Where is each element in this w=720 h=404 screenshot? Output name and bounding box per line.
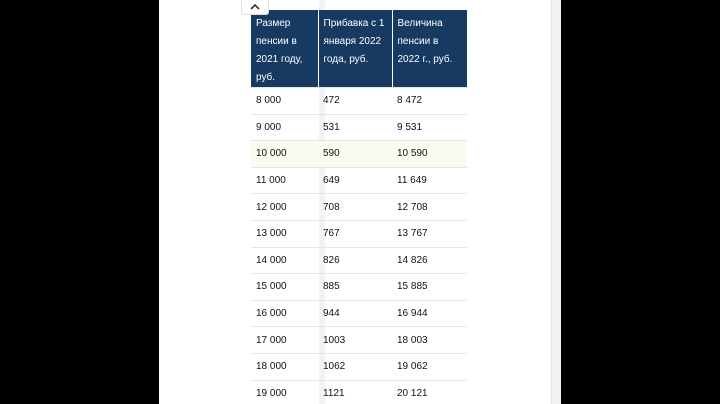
cell-pension-2022: 12 708: [392, 194, 467, 221]
cell-increase: 1062: [318, 353, 392, 380]
cell-increase: 472: [318, 88, 392, 115]
column-header-increase: Прибавка с 1 января 2022 года, руб.: [318, 10, 392, 88]
column-header-pension-2021: Размер пенсии в 2021 году, руб.: [251, 10, 318, 88]
cell-pension-2021: 8 000: [251, 88, 318, 115]
cell-pension-2021: 13 000: [251, 220, 318, 247]
cell-pension-2021: 12 000: [251, 194, 318, 221]
cell-pension-2022: 16 944: [392, 300, 467, 327]
cell-increase: 885: [318, 274, 392, 301]
cell-increase: 1003: [318, 327, 392, 354]
cell-increase: 1121: [318, 380, 392, 404]
table-row: [251, 300, 467, 327]
cell-pension-2022: 15 885: [392, 274, 467, 301]
scrollbar-track[interactable]: [551, 0, 561, 404]
cell-increase: 649: [318, 167, 392, 194]
cell-pension-2022: 9 531: [392, 114, 467, 141]
cell-pension-2021: 11 000: [251, 167, 318, 194]
cell-pension-2021: 19 000: [251, 380, 318, 404]
pension-table: [251, 10, 467, 404]
cell-increase: 708: [318, 194, 392, 221]
table-row: [251, 220, 467, 247]
pension-table-container: [251, 10, 467, 404]
cell-increase: 531: [318, 114, 392, 141]
table-row: [251, 88, 467, 115]
cell-increase: 767: [318, 220, 392, 247]
cell-pension-2021: 14 000: [251, 247, 318, 274]
cell-pension-2021: 10 000: [251, 141, 318, 168]
table-row: [251, 114, 467, 141]
table-body: [251, 88, 467, 404]
cell-pension-2022: 11 649: [392, 167, 467, 194]
chevron-up-icon: [249, 3, 261, 11]
column-header-pension-2022: Величина пенсии в 2022 г., руб.: [392, 10, 467, 88]
cell-pension-2022: 19 062: [392, 353, 467, 380]
cell-pension-2022: 10 590: [392, 141, 467, 168]
cell-pension-2021: 9 000: [251, 114, 318, 141]
table-row: [251, 194, 467, 221]
cell-pension-2022: 14 826: [392, 247, 467, 274]
table-row: [251, 327, 467, 354]
cell-increase: 944: [318, 300, 392, 327]
table-row: [251, 247, 467, 274]
phone-screen: [159, 0, 561, 404]
cell-increase: 590: [318, 141, 392, 168]
cell-pension-2022: 18 003: [392, 327, 467, 354]
cell-pension-2021: 17 000: [251, 327, 318, 354]
cell-pension-2022: 8 472: [392, 88, 467, 115]
cell-pension-2022: 13 767: [392, 220, 467, 247]
cell-pension-2021: 16 000: [251, 300, 318, 327]
table-row: [251, 274, 467, 301]
table-header: [251, 10, 467, 88]
scroll-up-button[interactable]: [241, 0, 269, 15]
table-row: [251, 353, 467, 380]
cell-pension-2021: 18 000: [251, 353, 318, 380]
table-row: [251, 167, 467, 194]
cell-pension-2022: 20 121: [392, 380, 467, 404]
cell-pension-2021: 15 000: [251, 274, 318, 301]
table-row: [251, 380, 467, 404]
table-row-highlighted: [251, 141, 467, 168]
cell-increase: 826: [318, 247, 392, 274]
